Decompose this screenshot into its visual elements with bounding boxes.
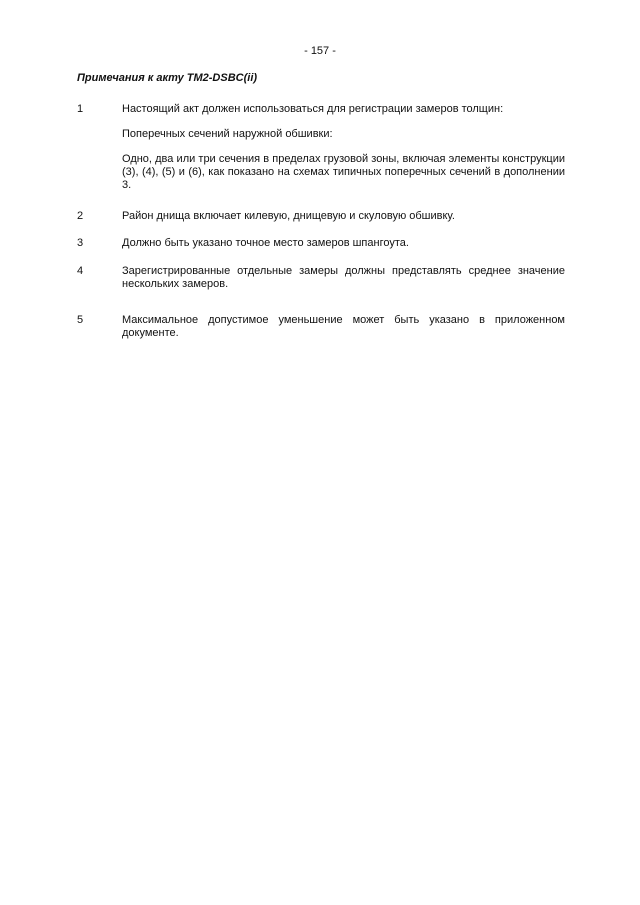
note-paragraph: Одно, два или три сечения в пределах грузовой зоны, включая элементы конструкции (3), (4), (5) и (6), как показано на схемах типичных поперечных сечений в дополнении 3. [122,153,565,191]
notes-title: Примечания к акту TM2-DSBC(ii) [77,72,258,84]
note-body [122,265,565,291]
note-paragraph: Район днища включает килевую, днищевую и скуловую обшивку. [122,210,455,222]
note-body [122,103,565,192]
note-paragraph: Поперечных сечений наружной обшивки: [122,128,333,140]
note-paragraph: Должно быть указано точное место замеров шпангоута. [122,237,409,249]
note-paragraph: Настоящий акт должен использоваться для регистрации замеров толщин: [122,103,504,115]
note-paragraph: Максимальное допустимое уменьшение может быть указано в приложенном документе. [122,314,565,339]
note-number: 3 [77,237,84,249]
note-number: 5 [77,314,84,326]
note-number: 1 [77,103,84,115]
note-body [122,210,565,223]
note-number: 4 [77,265,84,277]
note-body [122,237,565,250]
note-body [122,314,565,340]
note-paragraph: Зарегистрированные отдельные замеры должны представлять среднее значение нескольких замеров. [122,265,565,290]
note-number: 2 [77,210,84,222]
page-number: - 157 - [304,45,336,57]
